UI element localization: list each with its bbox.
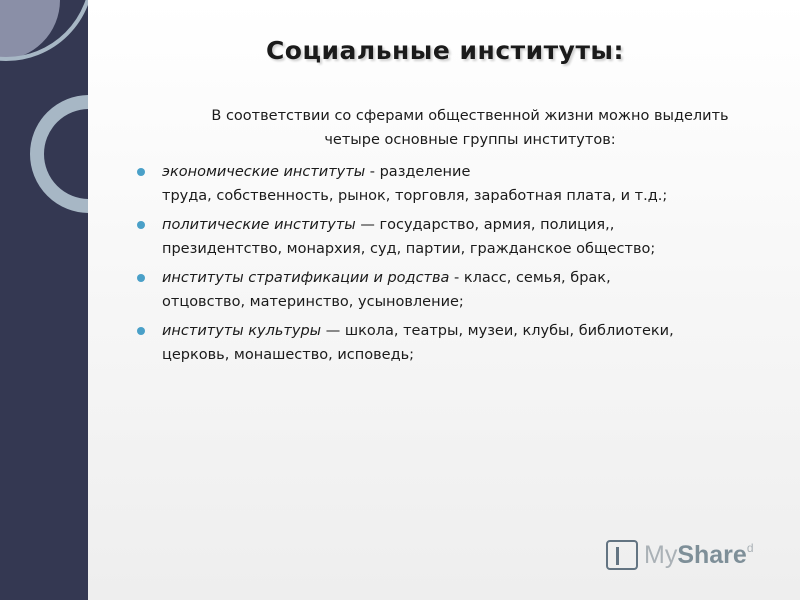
presentation-board-icon [606, 540, 638, 570]
item-line-2: церковь, монашество, исповедь; [162, 347, 415, 363]
bullet-icon [137, 221, 145, 229]
intro-line: четыре основные группы институтов: [324, 132, 616, 148]
watermark-text-share: Share [677, 540, 747, 569]
bullet-icon [137, 327, 145, 335]
watermark-text-my: My [644, 540, 678, 569]
watermark-suffix: d [746, 540, 754, 555]
list-item [132, 160, 772, 208]
item-text: — государство, армия, полиция,, [355, 217, 615, 233]
intro-line: В соответствии со сферами общественной жизни можно выделить [211, 108, 729, 124]
item-line-1 [162, 319, 772, 343]
item-term: экономические институты [162, 164, 366, 180]
list-item [132, 319, 772, 367]
item-term: институты стратификации и родства [162, 270, 450, 286]
arc-decoration-large [0, 0, 88, 61]
arc-decoration-small [30, 95, 88, 213]
item-line-1 [162, 213, 772, 237]
myshared-watermark [606, 537, 776, 573]
item-term: институты культуры [162, 323, 322, 339]
item-line-2: отцовство, материнство, усыновление; [162, 294, 464, 310]
list-item [132, 266, 772, 314]
item-text: — школа, театры, музеи, клубы, библиотеки, [321, 323, 674, 339]
bullet-icon [137, 274, 145, 282]
item-line-1 [162, 266, 772, 290]
item-line-2: труда, собственность, рынок, торговля, заработная плата, и т.д.; [162, 188, 668, 204]
item-term: политические институты [162, 217, 356, 233]
slide-title: Социальные институты: [265, 36, 625, 65]
bullet-icon [137, 168, 145, 176]
intro-text [160, 104, 780, 152]
watermark-text [644, 541, 754, 570]
left-decorative-band [0, 0, 88, 600]
item-text: - класс, семья, брак, [449, 270, 611, 286]
list-item [132, 213, 772, 261]
item-line-2: президентство, монархия, суд, партии, гражданское общество; [162, 241, 656, 257]
institutions-list [132, 160, 772, 372]
item-text: - разделение [365, 164, 471, 180]
item-line-1 [162, 160, 772, 184]
